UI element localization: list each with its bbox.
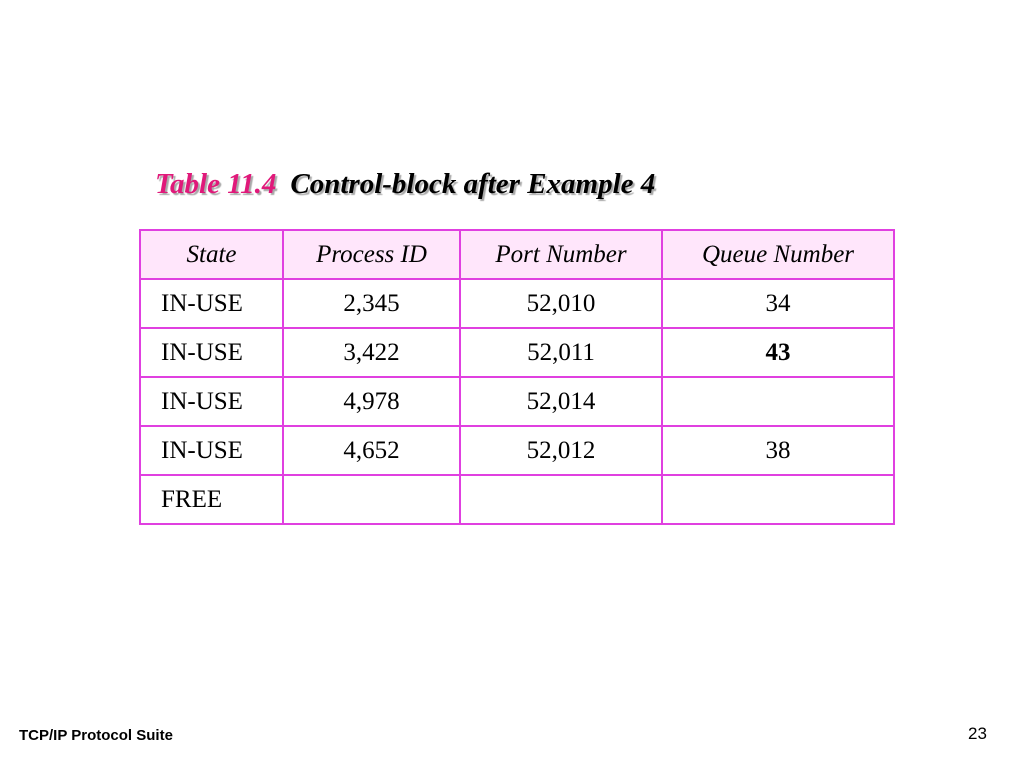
table-header-row <box>140 230 894 279</box>
cell-state: IN-USE <box>140 328 283 377</box>
footer-text: TCP/IP Protocol Suite <box>19 727 173 744</box>
cell-process-id <box>283 475 460 524</box>
page-number: 23 <box>968 724 987 743</box>
cell-queue-number: 38 <box>662 426 894 475</box>
table-title <box>155 168 655 201</box>
table-row <box>140 328 894 377</box>
cell-port-number: 52,010 <box>460 279 662 328</box>
cell-queue-number <box>662 475 894 524</box>
header-queue-number: Queue Number <box>662 230 894 279</box>
table-number-label: Table 11.4 <box>155 168 277 200</box>
header-process-id: Process ID <box>283 230 460 279</box>
control-block-table <box>139 229 895 525</box>
cell-queue-number: 34 <box>662 279 894 328</box>
cell-process-id: 3,422 <box>283 328 460 377</box>
table-row <box>140 475 894 524</box>
cell-queue-number: 43 <box>662 328 894 377</box>
cell-port-number: 52,012 <box>460 426 662 475</box>
cell-process-id: 4,978 <box>283 377 460 426</box>
cell-port-number: 52,014 <box>460 377 662 426</box>
cell-state: FREE <box>140 475 283 524</box>
header-port-number: Port Number <box>460 230 662 279</box>
table-row <box>140 279 894 328</box>
cell-port-number: 52,011 <box>460 328 662 377</box>
cell-state: IN-USE <box>140 377 283 426</box>
cell-process-id: 4,652 <box>283 426 460 475</box>
cell-state: IN-USE <box>140 279 283 328</box>
cell-process-id: 2,345 <box>283 279 460 328</box>
cell-port-number <box>460 475 662 524</box>
table-caption: Control-block after Example 4 <box>290 168 656 200</box>
cell-state: IN-USE <box>140 426 283 475</box>
cell-queue-number <box>662 377 894 426</box>
header-state: State <box>140 230 283 279</box>
table-row <box>140 377 894 426</box>
table-row <box>140 426 894 475</box>
